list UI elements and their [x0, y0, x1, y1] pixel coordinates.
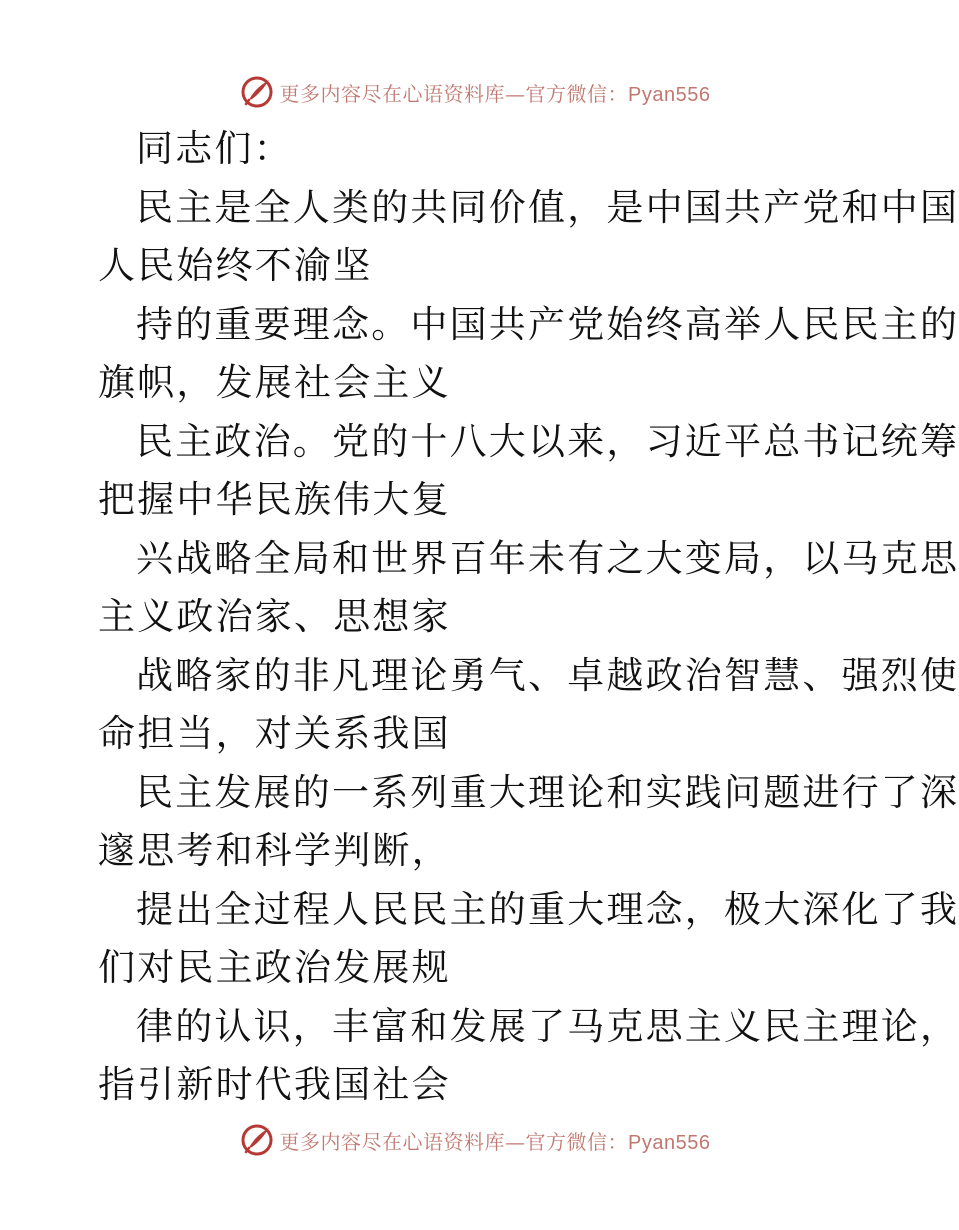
wechat-id: Pyan556 [628, 83, 711, 106]
watermark-text: 更多内容尽在心语资料库—官方微信：Pyan556 [279, 1129, 711, 1154]
quill-logo-icon [240, 1123, 274, 1157]
body-text [98, 120, 959, 1115]
text-line: 命担当，对关系我国 [98, 712, 451, 755]
watermark-text: 更多内容尽在心语资料库—官方微信：Pyan556 [279, 81, 711, 106]
text-line: 们对民主政治发展规 [98, 946, 451, 989]
text-line: 律的认识，丰富和发展了马克思主义民主理论， [136, 1004, 959, 1048]
footer-watermark [0, 1120, 950, 1160]
text-line: 战略家的非凡理论勇气、卓越政治智慧、强烈使 [136, 653, 959, 697]
text-line: 主义政治家、思想家 [98, 595, 451, 638]
text-line: 人民始终不渝坚 [98, 244, 373, 287]
text-line: 持的重要理念。中国共产党始终高举人民民主的 [136, 302, 959, 346]
text-line: 兴战略全局和世界百年未有之大变局，以马克思 [136, 536, 959, 580]
header-watermark [0, 72, 950, 112]
text-line: 指引新时代我国社会 [98, 1063, 451, 1106]
text-line: 邃思考和科学判断， [98, 829, 451, 872]
wechat-id: Pyan556 [628, 1131, 711, 1154]
text-line: 提出全过程人民民主的重大理念，极大深化了我 [136, 887, 959, 931]
text-line: 旗帜，发展社会主义 [98, 361, 451, 404]
text-line: 同志们： [136, 127, 293, 170]
text-line: 民主发展的一系列重大理论和实践问题进行了深 [136, 770, 959, 814]
text-line: 把握中华民族伟大复 [98, 478, 451, 521]
text-line: 民主是全人类的共同价值，是中国共产党和中国 [136, 185, 959, 229]
quill-logo-icon [240, 75, 274, 109]
text-line: 民主政治。党的十八大以来，习近平总书记统筹 [136, 419, 959, 463]
